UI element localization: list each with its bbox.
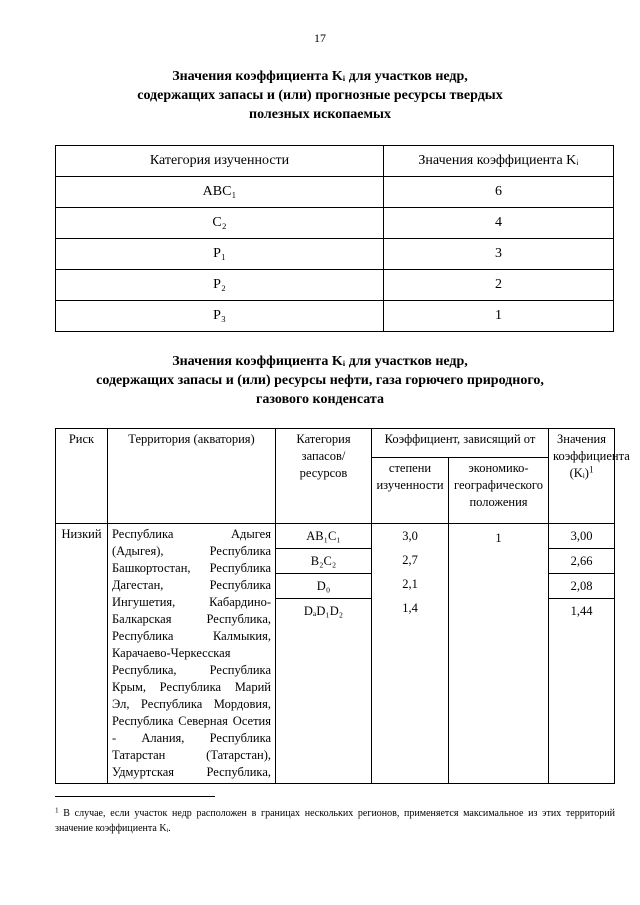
category-cell: DₐD₁D₂ [303, 604, 344, 618]
value-cell: 1 [384, 301, 614, 332]
territory-line: Удмуртская Республика, [112, 765, 271, 779]
footnote [55, 806, 615, 836]
territory-line: Республика, Республика [112, 663, 271, 677]
footnote-mark: 1 [588, 464, 594, 475]
territory-line: Республика Адыгея [112, 527, 271, 541]
value-cell: 1,44 [570, 604, 593, 618]
footnote-number: 1 [55, 806, 59, 815]
territory-line: Башкортостан, Республика [112, 561, 271, 575]
study-degree-cell: 2,1 [402, 577, 418, 591]
section2-title-line: газового конденсата [256, 392, 384, 407]
solid-minerals-coefficient-table [55, 145, 614, 332]
table-row [56, 208, 614, 239]
section1-title-line: Значения коэффициента Kᵢ для участков недр, [172, 69, 468, 84]
territory-cell [108, 524, 276, 784]
category-cell: B₂C₂ [276, 549, 371, 574]
header-territory: Территория (акватория) [108, 429, 276, 524]
study-degree-cell: 1,4 [402, 601, 418, 615]
category-cell: D₀ [276, 574, 371, 599]
table-row [56, 177, 614, 208]
category-cell: AB₁C₁ [276, 524, 371, 549]
territory-line: Дагестан, Республика [112, 578, 271, 592]
value-cell: 3 [384, 239, 614, 270]
value-cell: 6 [384, 177, 614, 208]
table-header-row [56, 146, 614, 177]
study-degree-cell: 2,7 [402, 553, 418, 567]
table-row [56, 239, 614, 270]
header-risk: Риск [56, 429, 108, 524]
section2-title-line: содержащих запасы и (или) ресурсы нефти, газа горючего природного, [96, 373, 544, 388]
header-value: Значения коэффициента Kᵢ [384, 146, 614, 177]
table-row [56, 301, 614, 332]
value-cell: 2 [384, 270, 614, 301]
category-cell: P₂ [56, 270, 384, 301]
header-study-degree: степени изученности [372, 458, 449, 524]
category-cell: P₃ [56, 301, 384, 332]
table-row [56, 270, 614, 301]
category-cell: ABC₁ [56, 177, 384, 208]
study-degree-cell: 3,0 [402, 529, 418, 543]
header-value [549, 429, 630, 524]
category-cell: P₁ [56, 239, 384, 270]
header-coefficient-group: Коэффициент, зависящий от [372, 429, 549, 458]
territory-line: Крым, Республика Марий [112, 680, 271, 694]
section1-title [0, 67, 640, 124]
section2-title-line: Значения коэффициента Kᵢ для участков недр, [172, 354, 468, 369]
table-row [56, 524, 615, 784]
territory-line: Татарстан (Татарстан), [112, 748, 271, 762]
table-header-row [56, 429, 615, 458]
header-category: Категория запасов/ресурсов [276, 429, 372, 524]
value-cell: 3,00 [549, 524, 614, 549]
section2-title [0, 352, 640, 409]
section1-title-line: содержащих запасы и (или) прогнозные ресурсы твердых [137, 88, 503, 103]
study-degree-column [372, 524, 449, 784]
territory-line: Эл, Республика Мордовия, [112, 697, 271, 711]
value-cell: 2,08 [549, 574, 614, 599]
econ-geo-cell: 1 [449, 524, 549, 784]
territory-line: Балкарская Республика, [112, 612, 271, 626]
page-number: 17 [314, 31, 326, 45]
header-econ-geo: экономико-географического положения [449, 458, 549, 524]
value-column [549, 524, 615, 784]
footnote-text: В случае, если участок недр расположен в границах нескольких регионов, применяется максимальное из этих территорий значение коэффициента Kᵢ. [55, 808, 615, 834]
oil-gas-coefficient-table [55, 428, 630, 784]
territory-line: Республика Калмыкия, [112, 629, 271, 643]
territory-line: (Адыгея), Республика [112, 544, 271, 558]
category-column [276, 524, 372, 784]
header-category: Категория изученности [56, 146, 384, 177]
territory-line: Ингушетия, Кабардино- [112, 595, 271, 609]
section1-title-line: полезных ископаемых [249, 107, 391, 122]
value-cell: 4 [384, 208, 614, 239]
category-cell: C₂ [56, 208, 384, 239]
territory-line: - Алания, Республика [112, 731, 271, 745]
header-value-label: Значения коэффициента (Kᵢ) [553, 432, 630, 480]
risk-cell: Низкий [56, 524, 108, 784]
footnote-separator [55, 796, 215, 797]
value-cell: 2,66 [549, 549, 614, 574]
territory-line: Карачаево-Черкесская [112, 646, 231, 660]
territory-line: Республика Северная Осетия [112, 714, 271, 728]
